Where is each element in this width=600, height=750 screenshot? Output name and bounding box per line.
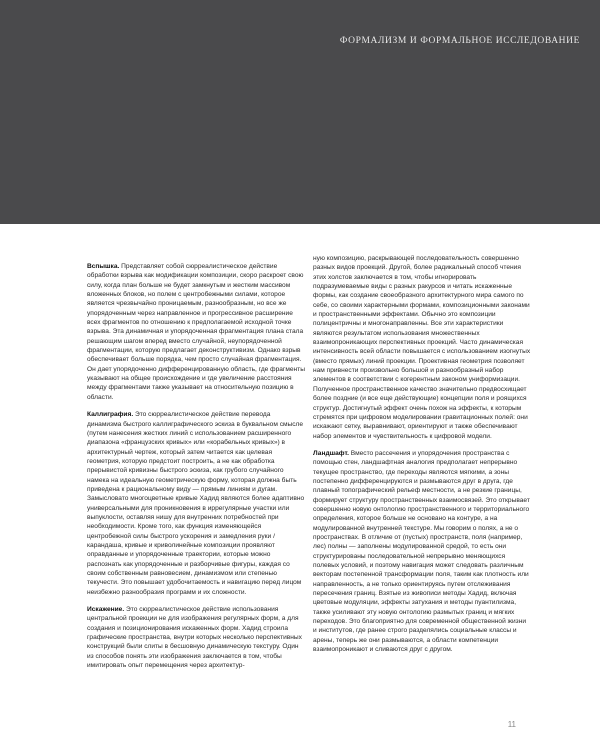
running-header: ФОРМАЛИЗМ И ФОРМАЛЬНОЕ ИССЛЕДОВАНИЕ [339, 36, 580, 46]
header-band [0, 0, 600, 224]
term-heading: Искажение. [87, 606, 125, 614]
paragraph-text: Это сюрреалистическое действие перевода динамизма быстрого каллиграфического эскиза в буквальном смысле (путем нанесения жестких линий с использованием расширенного диапазона «французских кривых» или «корабельных кривых») в архитектурный чертеж, который затем читается как целевая геометрия, которую предстоит построить, а не как обработка прерывистой кривизны быстрого эскиза, как грубого случайного намека на идеальную геометрическую форму, которая должна быть приведена к рациональному виду — прямым линиям и дугам. Замысловато многоцветные кривые Хадид являются более адаптивно универсальными для проникновения в иррегулярные участки или выпуклости, оставляя нишу для внутренних потребностей при необходимости. Кроме того, как функция изменяющейся центробежной силы быстрого ускорения и замедления руки / карандаша, кривые и криволинейные композиции проявляют оправданные и упорядоченные траектории, которые можно распознать как упорядоченные и разборчивые фигуры, каждая со своим собственным равновесием, динамизмом или степенью текучести. Это повышает удобочитаемость и навигацию перед лицом неизбежно разнообразия программ и их сложности. [87, 411, 305, 596]
paragraph-text: Это сюрреалистическое действие использования центральной проекции не для изображения регулярных форм, а для создания и позиционирования искаженных форм. Хадид строила графические пространства, внутри которых несколько перспективных конструкций были слиты в бесшовную динамическую текстуру. Один из способов понять эти изображения заключается в том, чтобы имитировать опыт перемещения через архитектур- [87, 606, 302, 670]
paragraph-text: ную композицию, раскрывающей последовательность совершенно разных видов проекций. Другой, более радикальный способ чтения этих холстов заключается в том, чтобы игнорировать подразумеваемые виды с разных ракурсов и читать искаженные формы, как создание своеобразного архитектурного мира самого по себе, со своими характерными формами, композиционными законами и пространственными эффектами. Обычно это композиции полицентричны и многонаправленны. Все эти характеристики являются результатом использования множественных взаимопроникающих перспективных проекций. Часто динамическая интенсивность всей области повышается с использованием изогнутых (вместо прямых) линий проекции. Проективная геометрия позволяет нам привнести произвольно большой и разнообразный набор элементов в соответствии с когерентным законом униформизации. Полученное пространственное качество значительно предвосхищает более поздние (и все еще действующие) концепции поля и роящихся структур. Достигнутый эффект очень похож на эффекты, к которым стремятся при цифровом моделировании гравитационных полей: они искажают сетку, выравнивают, ориентируют и также обеспечивают набор элементов и чувствительность к цифровой модели. [313, 255, 531, 440]
paragraph-landscape [313, 449, 531, 655]
page-number: 11 [507, 720, 516, 729]
paragraph-vspyshka [87, 262, 305, 402]
term-heading: Каллиграфия. [87, 411, 134, 419]
paragraph-distortion [87, 605, 305, 670]
right-column [313, 254, 531, 662]
term-heading: Вспышка. [87, 263, 120, 270]
paragraph-calligraphy [87, 410, 305, 597]
paragraph-continued [313, 254, 531, 441]
left-column [87, 262, 305, 678]
paragraph-text: Представляет собой сюрреалистическое действие обработки взрыва как модификации композиции, скоро раскроет свою силу, когда план больше не будет замкнутым и жестким массивом вложенных блоков, но полем с центробежными силами, которое является чрезвычайно проницаемым, разнообразным, но все же упорядоченным через направленное и прогрессивное расширение всех фрагментов по отношению к предполагаемой исходной точке взрыва. Эта динамичная и упорядоченная фрагментация плана стала решающим шагом вперед вместо случайной, неупорядоченной фрагментации, которую предлагает деконструктивизм. Однако взрыв обеспечивает больше порядка, чем просто случайная фрагментация. Он дает упорядоченно дифференцированную область, где фрагменты указывают на общее происхождение и где увеличение расстояния между фрагментами также указывает на относительную позицию в области. [87, 263, 305, 401]
paragraph-text: Вместо рассечения и упорядочения пространства с помощью стен, ландшафтная аналогия предполагает непрерывно текущее пространство, где переходы являются мягкими, а зоны постепенно дифференцируются и размываются друг в друга, где плавный топографический рельеф местности, а не резкие границы, формирует структуру пространственных взаимосвязей. Это открывает совершенно новую онтологию пространственного и территориального определения, которое больше не основано на контуре, а на модулированной внутренней текстуре. Мы говорим о полях, а не о пространствах. В отличие от (пустых) пространств, поля (например, лес) полны — заполнены модулированной средой, то есть они структурированы последовательной непрерывно меняющихся полевых условий, и поэтому навигация может следовать различным векторам постепенной трансформации поля, таким как плотность или направленность, а не только ориентируясь путем отслеживания пересечения границ. Взятые из живописи методы Хадид, включая цветовые модуляции, эффекты затухания и методы пуантилизма, также усиливают эту новую онтологию размытых границ и мягких переходов. Это благоприятно для современной общественной жизни и институтов, где ранее строго разделялись социальные классы и арены, теперь же они размываются, а области компетенции взаимопроникают и сливаются друг с другом. [313, 449, 530, 654]
term-heading: Ландшафт. [313, 449, 349, 457]
